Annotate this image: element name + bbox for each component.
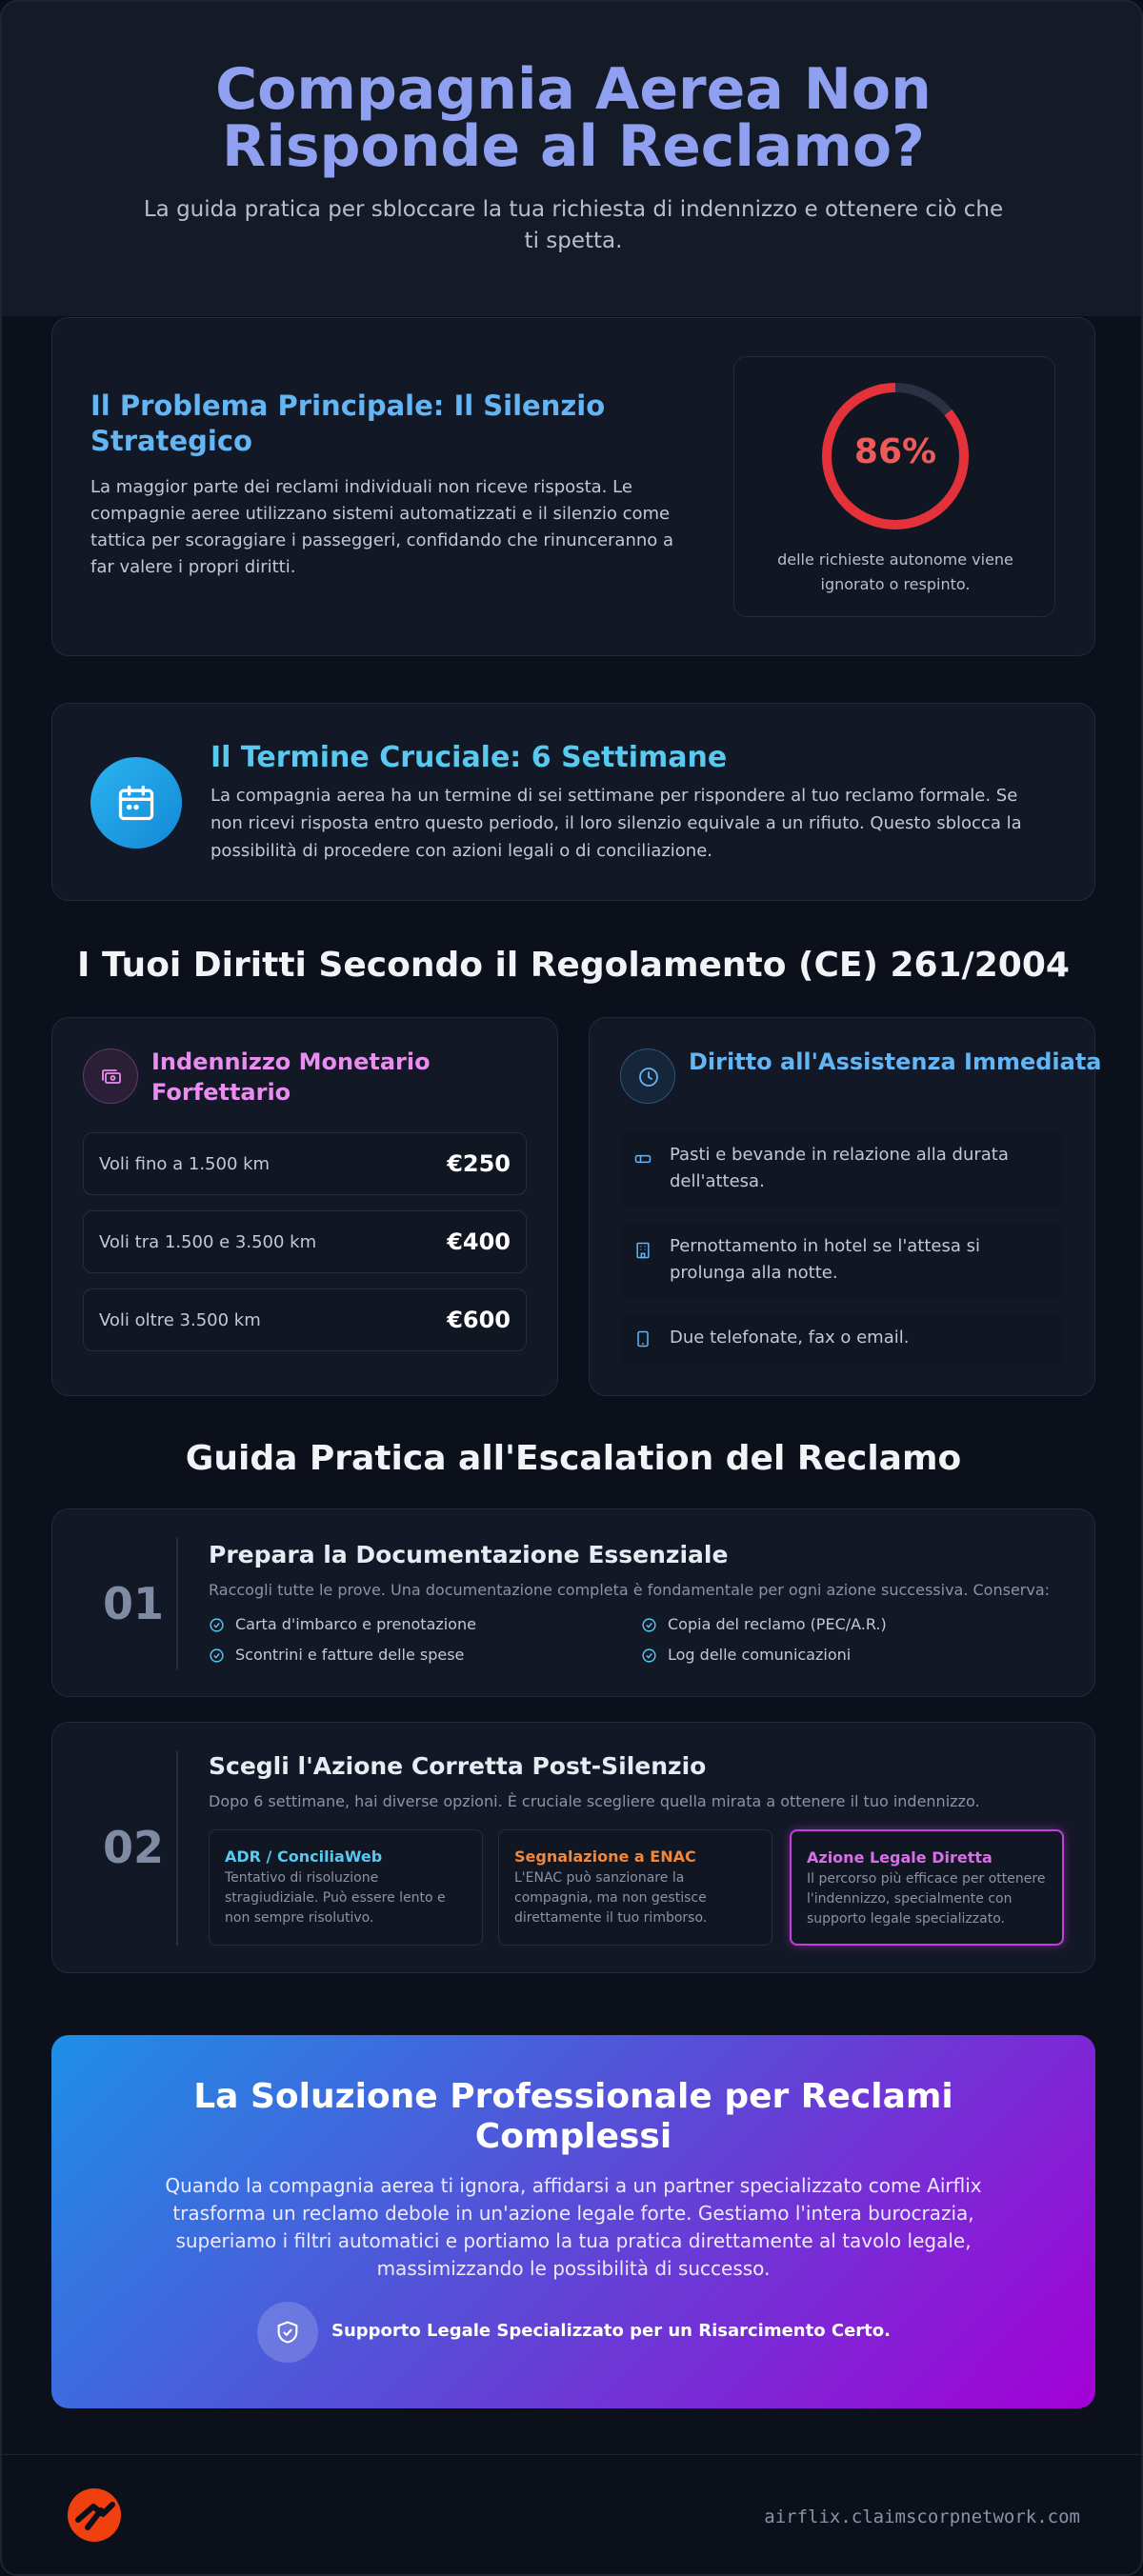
option-title: ADR / ConciliaWeb bbox=[225, 1847, 383, 1866]
airflix-logo-icon[interactable] bbox=[65, 2486, 124, 2545]
check-circle-icon bbox=[641, 1617, 657, 1633]
step-card: 01 Prepara la Documentazione Essenziale Raccogli tutte le prove. Una documentazione completa è fondamentale per ogni azione successiva. Conserva: Carta d'imbarco e prenotazione Copia del reclamo (PEC/A.R.) Scontrini e fatture delle spese Log delle comunicazioni bbox=[51, 1508, 1095, 1697]
check-circle-icon bbox=[641, 1647, 657, 1664]
stat-box bbox=[733, 356, 1055, 617]
guide-section-title: Guida Pratica all'Escalation del Reclamo bbox=[185, 1439, 962, 1478]
option-text: L'ENAC può sanzionare la compagnia, ma non gestisce direttamente il tuo rimborso. bbox=[514, 1870, 708, 1926]
deadline-card bbox=[51, 703, 1095, 901]
step-title: Prepara la Documentazione Essenziale bbox=[209, 1541, 729, 1568]
option-text: Il percorso più efficace per ottenere l'indennizzo, specialmente con supporto legale specializzato. bbox=[807, 1871, 1046, 1927]
hotel-icon bbox=[633, 1241, 652, 1260]
problem-title: Il Problema Principale: Il Silenzio Strategico bbox=[90, 389, 606, 457]
assistance-item-text: Pernottamento in hotel se l'attesa si prolunga alla notte. bbox=[670, 1236, 981, 1283]
footer bbox=[2, 2454, 1143, 2576]
assistance-item-text: Due telefonate, fax o email. bbox=[670, 1328, 910, 1348]
page-title: Compagnia Aerea Non Risponde al Reclamo? bbox=[215, 56, 932, 180]
clock-icon bbox=[620, 1048, 675, 1104]
step-divider bbox=[176, 1751, 178, 1946]
option-adr[interactable] bbox=[209, 1829, 483, 1946]
option-text: Tentativo di risoluzione stragiudiziale. Può essere lento e non sempre risolutivo. bbox=[225, 1870, 446, 1926]
price-row bbox=[83, 1210, 527, 1273]
price-row bbox=[83, 1132, 527, 1195]
assistance-item bbox=[620, 1222, 1064, 1300]
footer-url[interactable]: airflix.claimscorpnetwork.com bbox=[764, 2506, 1080, 2527]
stat-label: delle richieste autonome viene ignorato o respinto. bbox=[777, 550, 1013, 593]
assistance-item bbox=[620, 1313, 1064, 1365]
step-card bbox=[51, 1722, 1095, 1973]
assistance-item-text: Pasti e bevande in relazione alla durata dell'attesa. bbox=[670, 1145, 1009, 1191]
problem-text: La maggior parte dei reclami individuali non riceve risposta. Le compagnie aeree utilizzano sistemi automatizzati e il silenzio come tattica per scoraggiare i passeggeri, confidando che rinunceranno a far valere i propri diritti. bbox=[90, 477, 674, 577]
assistance-item bbox=[620, 1130, 1064, 1208]
deadline-text: La compagnia aerea ha un termine di sei settimane per rispondere al tuo reclamo formale. Se non ricevi risposta entro questo periodo, il loro silenzio equivale a un rifiuto. Questo sblocca la possibilità di procedere con azioni legali o di conciliazione. bbox=[211, 786, 1022, 861]
price-row-label: Voli tra 1.500 e 3.500 km bbox=[99, 1232, 317, 1252]
solution-title: La Soluzione Professionale per Reclami Complessi bbox=[193, 2077, 953, 2156]
check-circle-icon bbox=[209, 1647, 225, 1664]
ticket-icon bbox=[633, 1149, 652, 1168]
money-icon bbox=[83, 1048, 138, 1104]
step-number: 02 bbox=[102, 1822, 164, 1873]
phone-icon bbox=[633, 1329, 652, 1348]
step-number: 01 bbox=[102, 1578, 164, 1629]
step-subtitle: Dopo 6 settimane, hai diverse opzioni. È cruciale scegliere quella mirata a ottenere il tuo indennizzo. bbox=[209, 1792, 980, 1810]
option-title: Segnalazione a ENAC bbox=[514, 1847, 696, 1866]
price-row-label: Voli oltre 3.500 km bbox=[99, 1310, 261, 1330]
step-title: Scegli l'Azione Corretta Post-Silenzio bbox=[209, 1752, 707, 1780]
problem-card bbox=[51, 317, 1095, 656]
step-divider bbox=[176, 1538, 178, 1669]
compensation-title: Indennizzo Monetario Forfettario bbox=[151, 1048, 431, 1106]
option-title: Azione Legale Diretta bbox=[807, 1848, 993, 1867]
shield-check-icon bbox=[257, 2302, 318, 2363]
solution-badge: Supporto Legale Specializzato per un Risarcimento Certo. bbox=[331, 2321, 891, 2341]
price-row-value: €600 bbox=[447, 1307, 511, 1333]
compensation-card bbox=[51, 1017, 558, 1396]
solution-text: Quando la compagnia aerea ti ignora, affidarsi a un partner specializzato come Airflix trasforma un reclamo debole in un'azione legale forte. Gestiamo l'intera burocrazia, superiamo i filtri automatici e portiamo la tua pratica direttamente al tavolo legale, massimizzando le possibilità di successo. bbox=[165, 2174, 982, 2280]
check-circle-icon bbox=[209, 1617, 225, 1633]
price-row-value: €250 bbox=[447, 1150, 511, 1177]
price-row-label: Voli fino a 1.500 km bbox=[99, 1154, 271, 1174]
calendar-icon bbox=[90, 757, 182, 849]
assistance-title: Diritto all'Assistenza Immediata bbox=[689, 1048, 1102, 1075]
price-row-value: €400 bbox=[447, 1228, 511, 1255]
solution-banner bbox=[51, 2035, 1095, 2408]
deadline-title: Il Termine Cruciale: 6 Settimane bbox=[211, 741, 728, 774]
step-subtitle: Raccogli tutte le prove. Una documentazione completa è fondamentale per ogni azione successiva. Conserva: bbox=[209, 1581, 1051, 1599]
hero-header bbox=[2, 2, 1143, 316]
page-subtitle: La guida pratica per sbloccare la tua richiesta di indennizzo e ottenere ciò che ti spetta. bbox=[143, 197, 1004, 253]
stat-value: 86% bbox=[853, 432, 937, 471]
option-enac[interactable] bbox=[498, 1829, 772, 1946]
price-row bbox=[83, 1288, 527, 1351]
option-legal-action[interactable] bbox=[790, 1829, 1064, 1946]
rights-section-title: I Tuoi Diritti Secondo il Regolamento (CE) 261/2004 bbox=[77, 946, 1070, 985]
assistance-card bbox=[589, 1017, 1102, 1396]
